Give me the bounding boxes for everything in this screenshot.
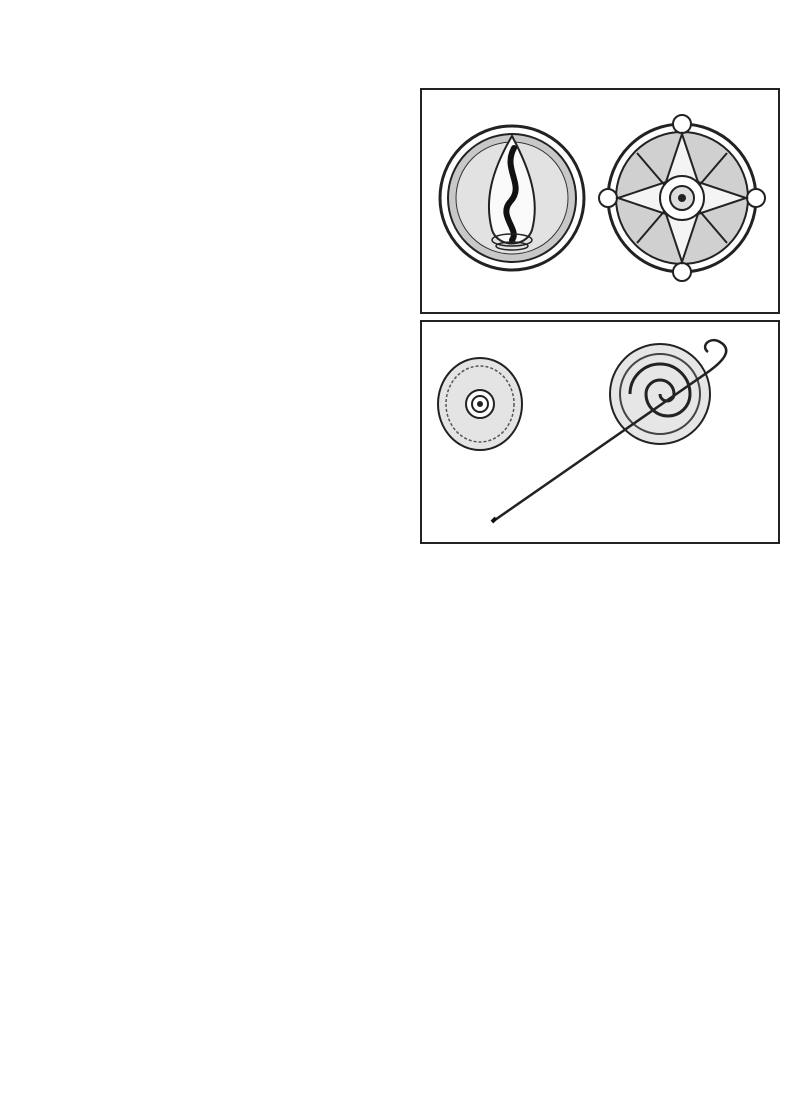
cracker-illustration	[422, 322, 778, 542]
discus-earring-icon	[599, 115, 765, 281]
page-header	[0, 30, 800, 60]
wire-cracker-icon	[492, 340, 726, 522]
conch-earring-icon	[440, 126, 584, 270]
ear-rings-illustration	[422, 90, 778, 312]
right-column	[418, 82, 780, 550]
figure-ear-rings	[420, 88, 780, 314]
spiral-cracker-icon	[438, 358, 522, 450]
figure-cracker	[420, 320, 780, 544]
